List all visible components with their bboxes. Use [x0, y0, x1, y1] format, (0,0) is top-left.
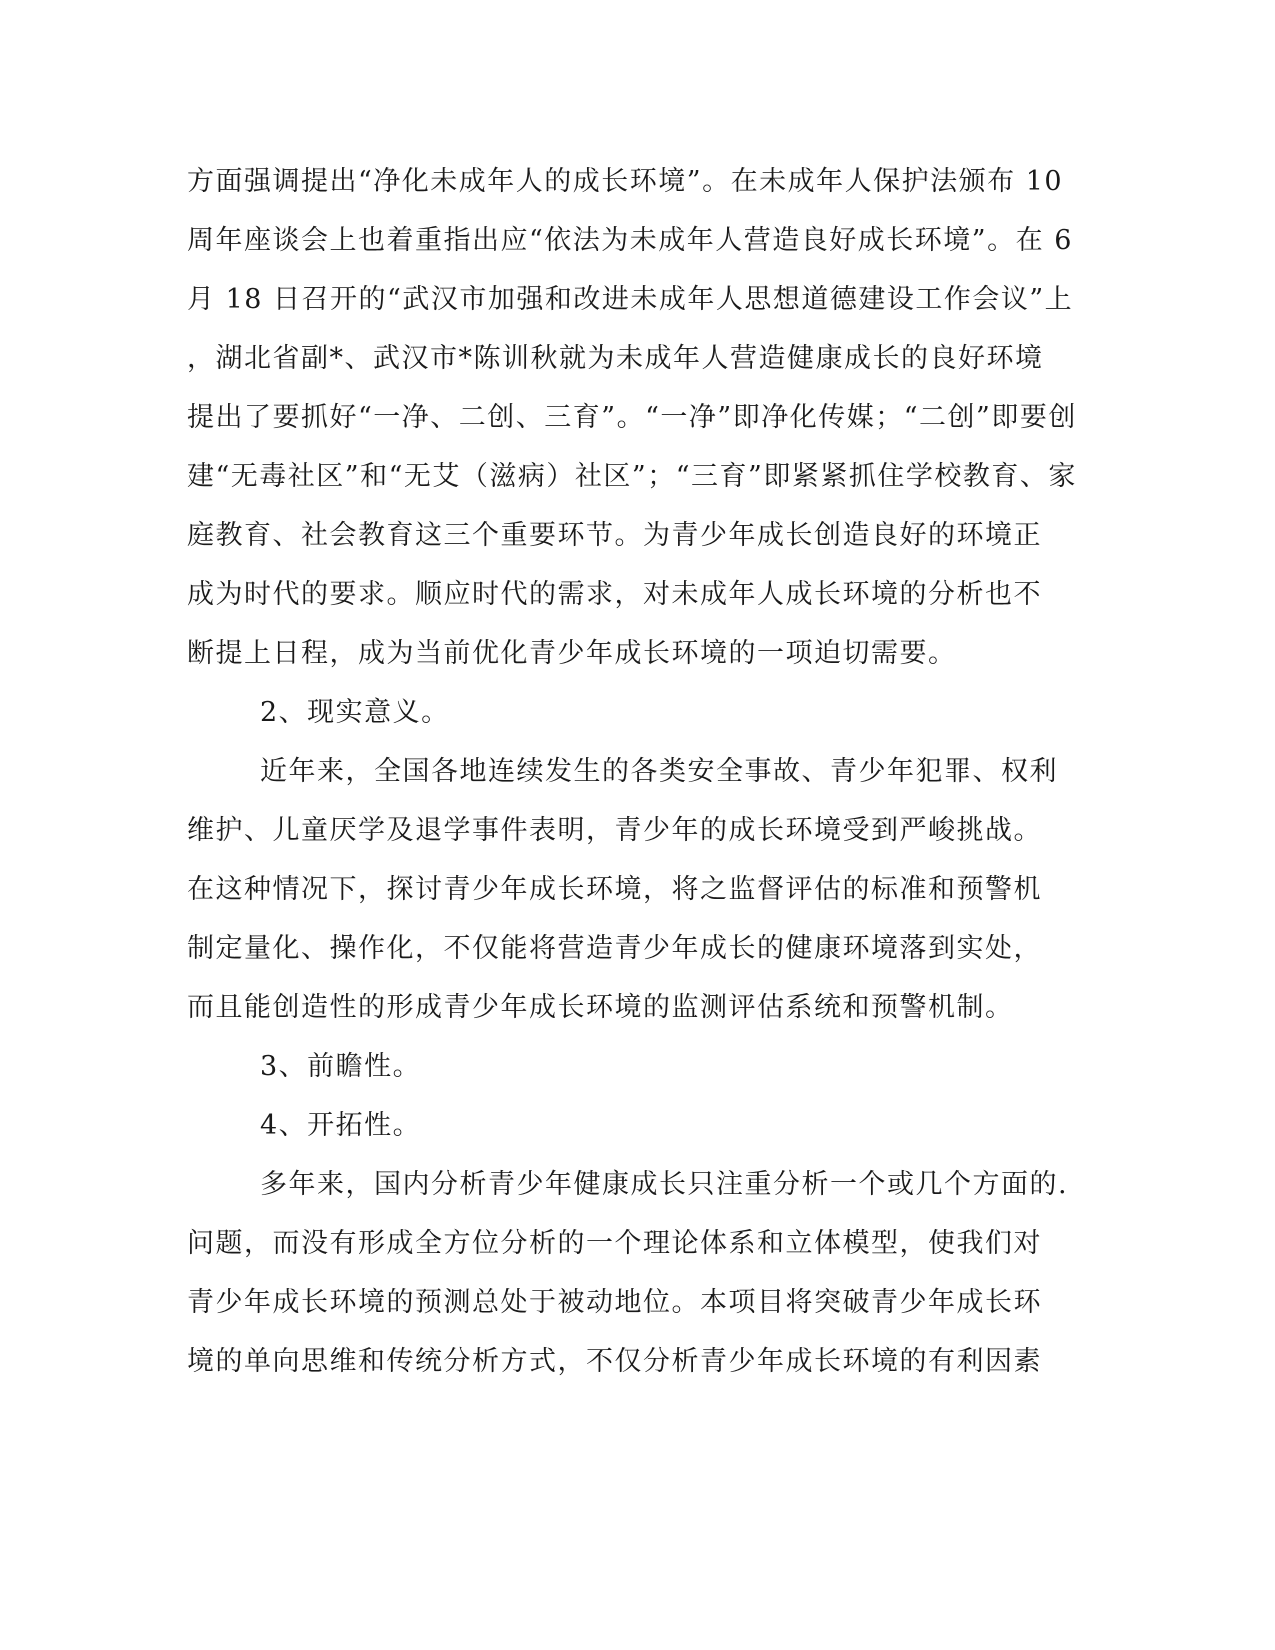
- text-line: 多年来，国内分析青少年健康成长只注重分析一个或几个方面的.: [260, 1169, 1069, 1200]
- text-line: 而且能创造性的形成青少年成长环境的监测评估系统和预警机制。: [187, 992, 1014, 1023]
- section-heading: 4、开拓性。: [260, 1110, 422, 1141]
- text-line: 建“无毒社区”和“无艾（滋病）社区”；“三育”即紧紧抓住学校教育、家: [187, 461, 1077, 492]
- text-line: 提出了要抓好“一净、二创、三育”。“一净”即净化传媒；“二创”即要创: [187, 402, 1077, 433]
- text-line: 制定量化、操作化，不仅能将营造青少年成长的健康环境落到实处，: [187, 933, 1042, 964]
- text-line: ，湖北省副*、武汉市*陈训秋就为未成年人营造健康成长的良好环境: [187, 343, 1044, 374]
- text-line: 庭教育、社会教育这三个重要环节。为青少年成长创造良好的环境正: [187, 520, 1042, 551]
- text-line: 在这种情况下，探讨青少年成长环境，将之监督评估的标准和预警机: [187, 874, 1042, 905]
- section-heading: 2、现实意义。: [260, 697, 450, 728]
- text-line: 维护、儿童厌学及退学事件表明，青少年的成长环境受到严峻挑战。: [187, 815, 1042, 846]
- text-line: 问题，而没有形成全方位分析的一个理论体系和立体模型，使我们对: [187, 1228, 1042, 1259]
- text-line: 近年来，全国各地连续发生的各类安全事故、青少年犯罪、权利: [260, 756, 1058, 787]
- text-line: 方面强调提出“净化未成年人的成长环境”。在未成年人保护法颁布 10: [187, 166, 1064, 197]
- text-line: 断提上日程，成为当前优化青少年成长环境的一项迫切需要。: [187, 638, 957, 669]
- text-line: 青少年成长环境的预测总处于被动地位。本项目将突破青少年成长环: [187, 1287, 1042, 1318]
- text-line: 成为时代的要求。顺应时代的需求，对未成年人成长环境的分析也不: [187, 579, 1042, 610]
- text-line: 月 18 日召开的“武汉市加强和改进未成年人思想道德建设工作会议”上: [187, 284, 1074, 315]
- text-line: 周年座谈会上也着重指出应“依法为未成年人营造良好成长环境”。在 6: [187, 225, 1073, 256]
- section-heading: 3、前瞻性。: [260, 1051, 422, 1082]
- text-line: 境的单向思维和传统分析方式，不仅分析青少年成长环境的有利因素: [187, 1346, 1042, 1377]
